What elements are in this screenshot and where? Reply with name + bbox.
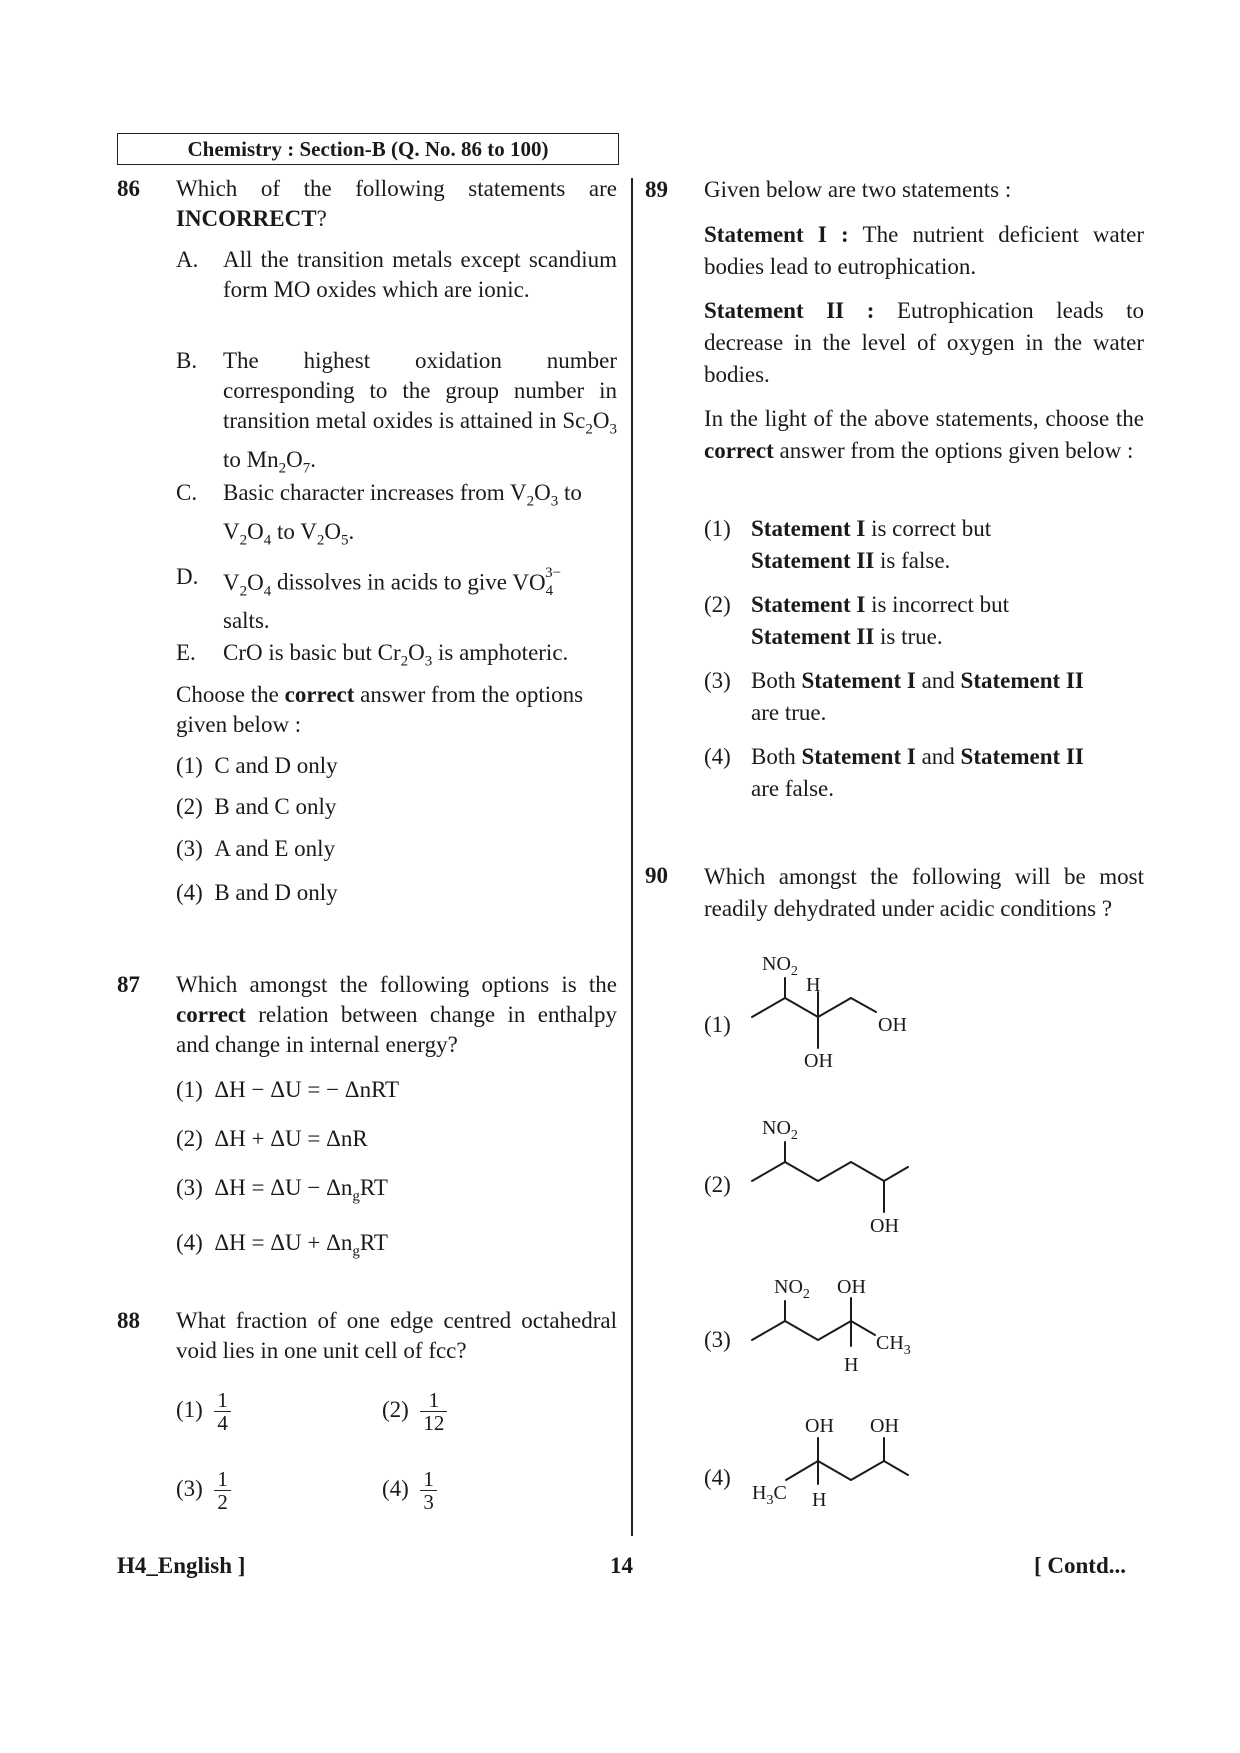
q89-option-3[interactable]: (3) Both Statement I and Statement II are true. [704,668,1084,725]
q86-item-d-letter: D. [176,564,199,589]
q89-option-2[interactable]: (2) Statement I is incorrect but Statement II is true. [704,592,1010,649]
q90-structure-2[interactable] [740,1110,940,1240]
q86-item-b: The highest oxidation number corresponding to the group number in transition metal oxides is attained in $Sc_2O_3$ to $Mn_2O_7$. [223,348,617,477]
q86-item-a-letter: A. [176,247,199,272]
q90-s4-oh-left: OH [805,1415,834,1437]
q90-s4-h: H [812,1489,827,1511]
q88-option-3[interactable]: (3) $\frac{1}{2}$ [176,1468,231,1513]
section-title: Chemistry : Section-B (Q. No. 86 to 100) [117,133,619,165]
q90-s4-h3c: $H_3C$ [752,1482,787,1508]
question-89-stem: Given below are two statements : [704,177,1012,202]
footer-right: [ Contd... [1034,1553,1127,1578]
q88-option-4[interactable]: (4) $\frac{1}{3}$ [382,1468,437,1513]
q90-s3-oh: OH [837,1276,866,1298]
q90-s1-oh-right: OH [878,1014,907,1036]
q90-s4-oh-right: OH [870,1415,899,1437]
q88-option-2[interactable]: (2) $\frac{1}{12}$ [382,1389,447,1434]
question-number-87: 87 [117,972,140,997]
q90-option-1-label[interactable]: (1) [704,1012,731,1037]
q90-s3-no2: $NO_2$ [774,1276,810,1302]
q86-option-2[interactable]: (2) B and C only [176,794,337,819]
q86-item-b-letter: B. [176,348,198,373]
question-88-stem: What fraction of one edge centred octahedral void lies in one unit cell of fcc? [176,1308,617,1363]
q86-item-c-letter: C. [176,480,198,505]
question-number-89: 89 [645,177,668,202]
q87-option-4[interactable]: (4) $\Delta H = \Delta U + \Delta n_gRT$ [176,1230,388,1260]
q86-item-d: $V_2O_4$ dissolves in acids to give $VO_4^{3-}$ salts. [223,565,562,634]
q90-option-3-label[interactable]: (3) [704,1327,731,1352]
q90-s1-h: H [806,974,821,996]
q86-option-1[interactable]: (1) C and D only [176,753,338,778]
q86-option-3[interactable]: (3) A and E only [176,836,336,861]
q86-item-c: Basic character increases from $V_2O_3$ to $V_2O_4$ to $V_2O_5$. [223,480,582,549]
question-number-88: 88 [117,1308,140,1333]
question-number-90: 90 [645,863,668,888]
q86-item-e-letter: E. [176,640,196,665]
q90-s1-no2: $NO_2$ [762,953,798,979]
question-90-stem: Which amongst the following will be most readily dehydrated under acidic conditions ? [704,864,1144,921]
q90-s2-oh: OH [870,1215,899,1237]
question-87-stem: Which amongst the following options is the correct relation between change in enthalpy and change in internal energy? [176,972,617,1057]
question-number-86: 86 [117,176,140,201]
q87-option-2[interactable]: (2) ΔH + ΔU = ΔnR [176,1126,368,1151]
q87-option-3[interactable]: (3) $\Delta H = \Delta U - \Delta n_gRT$ [176,1175,388,1205]
q86-item-a: All the transition metals except scandium form MO oxides which are ionic. [223,247,617,302]
q90-s3-h: H [844,1354,859,1376]
q89-statement-2: Statement II : Eutrophication leads to decrease in the level of oxygen in the water bodies. [704,298,1144,387]
q89-option-4[interactable]: (4) Both Statement I and Statement II are false. [704,744,1084,801]
page-number: 14 [610,1553,633,1578]
q86-item-e: CrO is basic but $Cr_2O_3$ is amphoteric. [223,640,569,670]
q90-s3-ch3: $CH_3$ [876,1332,911,1358]
q90-option-2-label[interactable]: (2) [704,1172,731,1197]
q89-option-1[interactable]: (1) Statement I is correct but Statement II is false. [704,516,992,573]
q90-s2-no2: $NO_2$ [762,1117,798,1143]
q86-choose-text: Choose the correct answer from the options given below : [176,682,584,737]
column-divider [631,178,633,1536]
q90-s1-oh-bottom: OH [804,1050,833,1072]
q90-structure-3[interactable] [740,1268,940,1398]
q86-option-4[interactable]: (4) B and D only [176,880,338,905]
q89-statement-1: Statement I : The nutrient deficient water bodies lead to eutrophication. [704,222,1145,279]
q89-instruction: In the light of the above statements, choose the correct answer from the options given below : [704,406,1144,463]
question-86-stem: Which of the following statements are INCORRECT? [176,176,617,231]
q90-option-4-label[interactable]: (4) [704,1465,731,1490]
footer-left: H4_English ] [117,1553,246,1578]
q90-structure-4[interactable] [740,1408,940,1538]
q87-option-1[interactable]: (1) ΔH − ΔU = − ΔnRT [176,1077,400,1102]
q90-structure-1[interactable] [740,948,940,1078]
q88-option-1[interactable]: (1) $\frac{1}{4}$ [176,1389,231,1434]
